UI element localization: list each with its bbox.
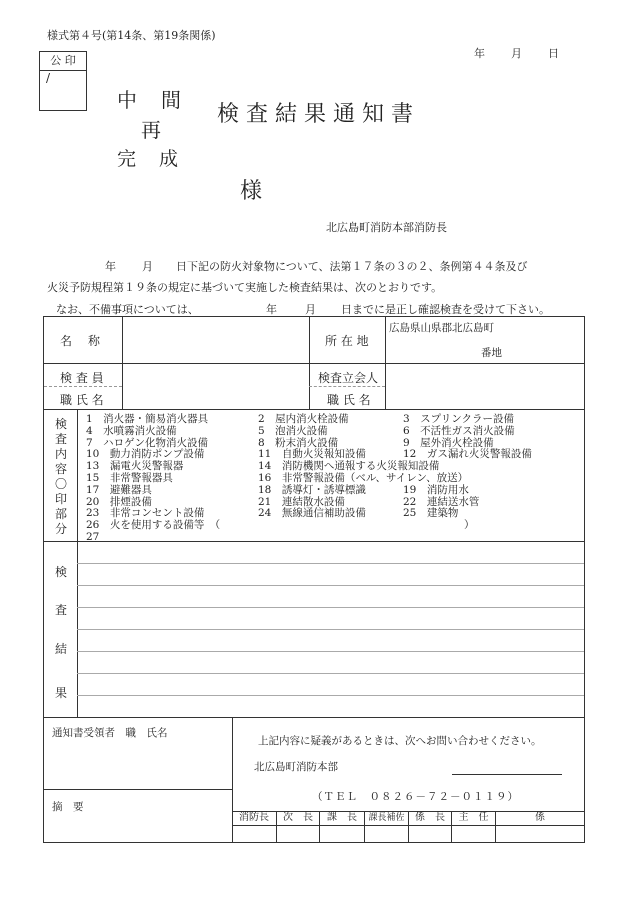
approval-label: 課長補佐 bbox=[368, 813, 405, 823]
page-title: 検査結果通知書 bbox=[217, 102, 421, 127]
body-line3-pre: なお、不備事項については、 bbox=[56, 303, 199, 316]
body-line3-month: 月 bbox=[305, 303, 316, 316]
category-item: 12 ガス漏れ火災警報設備 bbox=[403, 448, 532, 461]
approval-label: 係 長 bbox=[415, 812, 445, 823]
approval-label: 係 bbox=[535, 812, 545, 823]
approval-stamp-cell[interactable] bbox=[319, 811, 364, 842]
category-item: 18 誘導灯・誘導標識 bbox=[258, 483, 366, 496]
result-label-3: 結 bbox=[55, 642, 68, 656]
approval-label: 主 任 bbox=[458, 812, 489, 823]
location-value: 広島県山県郡北広島町 bbox=[389, 322, 494, 334]
name-field[interactable] bbox=[124, 319, 307, 361]
location-label: 所 在 地 bbox=[325, 334, 369, 348]
approval-stamp-cell[interactable] bbox=[276, 811, 319, 842]
approval-label: 課 長 bbox=[327, 812, 357, 823]
type-option-complete: 完 成 bbox=[117, 148, 181, 170]
inspector-label: 検 査 員 bbox=[60, 371, 104, 385]
inspection-table bbox=[43, 316, 585, 843]
result-label-1: 検 bbox=[55, 565, 68, 579]
witness-name-label: 職 氏 名 bbox=[327, 393, 371, 407]
summary-label: 摘 要 bbox=[52, 801, 84, 813]
category-item: 20 排煙設備 bbox=[86, 495, 152, 508]
category-item: 16 非常警報設備（ベル、サイレン、放送） bbox=[258, 472, 469, 484]
seal-label: 公 印 bbox=[40, 52, 86, 71]
category-item: 2 屋内消火栓設備 bbox=[258, 413, 349, 425]
witness-field[interactable] bbox=[387, 365, 583, 407]
category-item: 1 消火器・簡易消火器具 bbox=[86, 413, 209, 425]
location-suffix: 番地 bbox=[481, 347, 502, 359]
category-item: 23 非常コンセント設備 bbox=[86, 507, 205, 520]
date-day: 日 bbox=[548, 47, 559, 60]
seal-box bbox=[39, 51, 87, 111]
body-line2: 火災予防規程第１９条の規定に基づいて実施した検査結果は、次のとおりです。 bbox=[47, 281, 443, 294]
approval-label: 次 長 bbox=[283, 812, 313, 823]
category-item: 26 火を使用する設備等 （ bbox=[86, 519, 221, 532]
body-month: 月 bbox=[142, 260, 153, 273]
date-month: 月 bbox=[511, 47, 522, 60]
issuer: 北広島町消防本部消防長 bbox=[326, 221, 447, 234]
tel: （ＴＥＬ ０８２６－７２－０１１９） bbox=[312, 791, 519, 803]
approval-label: 消防長 bbox=[239, 812, 269, 823]
result-label-4: 果 bbox=[55, 686, 68, 700]
date-year: 年 bbox=[474, 47, 485, 60]
category-item: 8 粉末消火設備 bbox=[258, 436, 339, 449]
body-line3-post: 日までに是正し確認検査を受けて下さい。 bbox=[341, 303, 550, 316]
approval-stamp-cell[interactable] bbox=[232, 811, 276, 842]
category-item: 4 水噴霧消火設備 bbox=[86, 424, 177, 437]
category-item: ） bbox=[464, 519, 475, 532]
form-number: 様式第４号(第14条、第19条関係) bbox=[47, 29, 216, 42]
category-item: 5 泡消火設備 bbox=[258, 424, 328, 437]
result-label-2: 査 bbox=[55, 603, 68, 617]
category-item: 11 自動火災報知設備 bbox=[258, 448, 366, 461]
category-item: 15 非常警報器具 bbox=[86, 472, 173, 484]
contents-label: 検 査 内 容 〇 印 部 分 bbox=[54, 417, 67, 536]
approval-stamp-cell[interactable] bbox=[364, 811, 408, 842]
body-line3-year: 年 bbox=[266, 303, 277, 316]
approval-stamp-cell[interactable] bbox=[495, 811, 584, 842]
notice-receiver-label: 通知書受領者 職 氏名 bbox=[52, 727, 168, 739]
inquiry-text: 上記内容に疑義があるときは、次へお問い合わせください。 bbox=[258, 735, 542, 747]
category-item: 21 連結散水設備 bbox=[258, 495, 345, 508]
body-line1: 日下記の防火対象物について、法第１７条の３の２、条例第４４条及び bbox=[176, 260, 528, 273]
category-item: 3 スプリンクラー設備 bbox=[403, 413, 515, 425]
inspector-name-label: 職 氏 名 bbox=[60, 393, 104, 407]
dept-name: 北広島町消防本部 bbox=[254, 761, 338, 773]
category-item: 7 ハロゲン化物消火設備 bbox=[86, 436, 208, 449]
category-item: 6 不活性ガス消火設備 bbox=[403, 424, 515, 437]
approval-stamp-cell[interactable] bbox=[451, 811, 495, 842]
category-item: 19 消防用水 bbox=[403, 483, 469, 496]
result-field[interactable] bbox=[80, 543, 582, 715]
type-option-re: 再 bbox=[141, 118, 161, 142]
category-item: 9 屋外消火栓設備 bbox=[403, 436, 494, 449]
type-option-interim: 中 間 bbox=[117, 88, 183, 112]
category-item: 27 bbox=[86, 531, 100, 543]
recipient-suffix: 様 bbox=[240, 179, 263, 204]
approval-stamp-cell[interactable] bbox=[408, 811, 451, 842]
name-label: 名 称 bbox=[60, 334, 103, 348]
category-item: 10 動力消防ポンプ設備 bbox=[86, 448, 205, 461]
seal-mark: / bbox=[46, 71, 51, 85]
category-item: 13 漏電火災警報器 bbox=[86, 460, 184, 473]
category-item: 25 建築物 bbox=[403, 507, 459, 520]
category-item: 24 無線通信補助設備 bbox=[258, 507, 366, 520]
inspector-field[interactable] bbox=[124, 365, 307, 407]
category-item: 22 連結送水管 bbox=[403, 495, 480, 508]
category-item: 17 避難器具 bbox=[86, 483, 152, 496]
body-year: 年 bbox=[105, 260, 116, 273]
witness-label: 検査立会人 bbox=[318, 371, 379, 385]
category-item: 14 消防機関へ通報する火災報知設備 bbox=[258, 460, 440, 473]
